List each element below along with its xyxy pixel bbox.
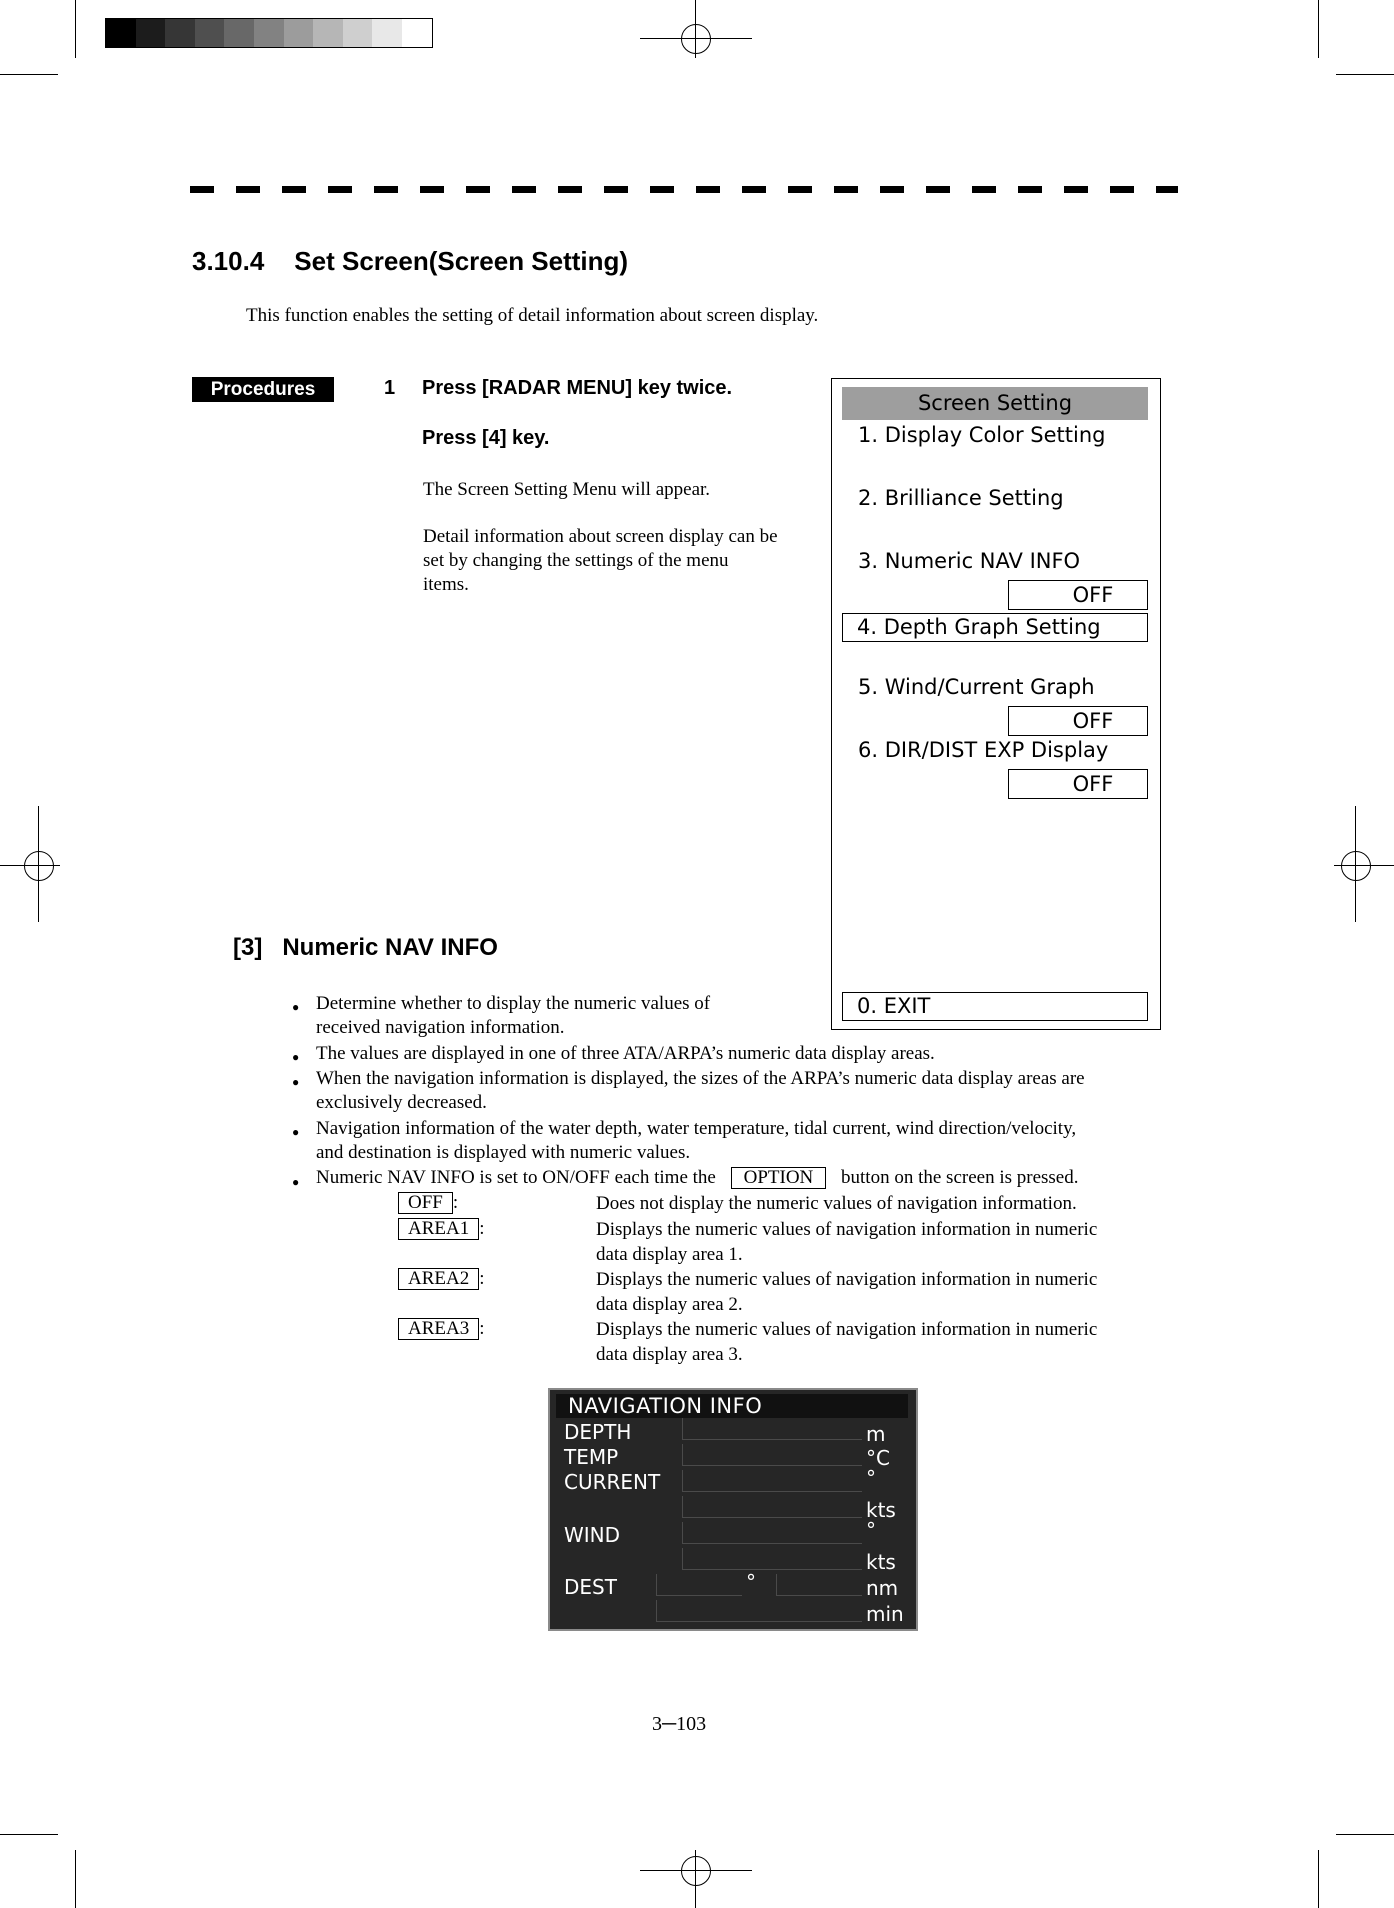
wind-current-graph-value[interactable]: OFF bbox=[1008, 706, 1148, 736]
menu-item-numeric-nav-info[interactable]: 3. Numeric NAV INFO bbox=[858, 549, 1081, 573]
option-area1-key: AREA1 : bbox=[398, 1218, 485, 1240]
dest-degree-icon: ° bbox=[746, 1570, 756, 1594]
bullet-1: Determine whether to display the numeric values of received navigation information. bbox=[316, 993, 711, 1038]
step-note-1: The Screen Setting Menu will appear. bbox=[423, 479, 711, 500]
dest-bearing-field bbox=[656, 1574, 742, 1596]
option-key-box: OPTION bbox=[731, 1167, 827, 1189]
bullet-dot: ● bbox=[292, 1050, 300, 1064]
bullet-4: Navigation information of the water depth, water temperature, tidal current, wind direction/velocity, and destination is displayed with numeric values. bbox=[316, 1118, 1077, 1163]
unit-current-direction: ° bbox=[866, 1466, 876, 1490]
option-area3-desc: Displays the numeric values of navigation information in numeric data display area 3. bbox=[596, 1319, 1098, 1365]
depth-value-field bbox=[682, 1418, 862, 1440]
step-number: 1 bbox=[384, 377, 396, 399]
section-intro: This function enables the setting of detail information about screen display. bbox=[246, 305, 819, 326]
unit-current-speed: kts bbox=[866, 1498, 896, 1522]
subsection-title: Numeric NAV INFO bbox=[282, 934, 498, 961]
bullet-dot: ● bbox=[292, 1075, 300, 1089]
bullet-dot: ● bbox=[292, 1125, 300, 1139]
bullet-2: The values are displayed in one of three ATA/ARPA’s numeric data display areas. bbox=[316, 1043, 935, 1064]
section-heading bbox=[192, 246, 628, 277]
unit-depth: m bbox=[866, 1422, 886, 1446]
nav-label-wind: WIND bbox=[564, 1523, 621, 1547]
navigation-info-panel bbox=[548, 1388, 918, 1631]
nav-label-current: CURRENT bbox=[564, 1470, 661, 1494]
option-off-key: OFF : bbox=[398, 1192, 458, 1214]
subsection-number: [3] bbox=[233, 934, 263, 961]
menu-item-wind-current-graph[interactable]: 5. Wind/Current Graph bbox=[858, 675, 1095, 699]
wind-direction-field bbox=[682, 1522, 862, 1544]
grayscale-calibration-bar bbox=[105, 18, 433, 48]
dest-distance-field bbox=[776, 1574, 862, 1596]
dashed-header-rule bbox=[190, 186, 1178, 193]
bullet-5: Numeric NAV INFO is set to ON/OFF each time the OPTION button on the screen is pressed. bbox=[316, 1167, 1079, 1188]
step-note-2: Detail information about screen display can be set by changing the settings of the menu items. bbox=[423, 526, 778, 595]
screen-setting-menu bbox=[831, 378, 1161, 1030]
menu-exit-button[interactable]: 0. EXIT bbox=[842, 992, 1148, 1021]
option-off-desc: Does not display the numeric values of navigation information. bbox=[596, 1193, 1077, 1214]
nav-label-dest: DEST bbox=[564, 1575, 617, 1599]
wind-speed-field bbox=[682, 1548, 862, 1570]
section-number: 3.10.4 bbox=[192, 246, 265, 276]
option-area2-desc: Displays the numeric values of navigation information in numeric data display area 2. bbox=[596, 1269, 1098, 1315]
numeric-nav-info-value[interactable]: OFF bbox=[1008, 580, 1148, 610]
dest-time-field bbox=[656, 1600, 862, 1622]
unit-temp: °C bbox=[866, 1446, 890, 1470]
unit-dest-distance: nm bbox=[866, 1576, 899, 1600]
nav-label-temp: TEMP bbox=[564, 1445, 619, 1469]
nav-label-depth: DEPTH bbox=[564, 1420, 632, 1444]
current-speed-field bbox=[682, 1496, 862, 1518]
temp-value-field bbox=[682, 1444, 862, 1466]
procedures-badge: Procedures bbox=[192, 377, 334, 402]
menu-item-depth-graph-setting[interactable]: 4. Depth Graph Setting bbox=[842, 613, 1148, 642]
step-instruction-1: Press [RADAR MENU] key twice. bbox=[422, 377, 733, 399]
menu-item-dir-dist-exp-display[interactable]: 6. DIR/DIST EXP Display bbox=[858, 738, 1109, 762]
bullet-dot: ● bbox=[292, 1175, 300, 1189]
unit-dest-time: min bbox=[866, 1602, 904, 1626]
menu-item-brilliance-setting[interactable]: 2. Brilliance Setting bbox=[858, 486, 1064, 510]
current-direction-field bbox=[682, 1470, 862, 1492]
section-title: Set Screen(Screen Setting) bbox=[294, 246, 629, 276]
unit-wind-direction: ° bbox=[866, 1518, 876, 1542]
bullet-3: When the navigation information is displayed, the sizes of the ARPA’s numeric data display areas are exclusively decreased. bbox=[316, 1068, 1085, 1113]
dir-dist-exp-display-value[interactable]: OFF bbox=[1008, 769, 1148, 799]
menu-title: Screen Setting bbox=[842, 387, 1148, 420]
option-area3-key: AREA3 : bbox=[398, 1318, 485, 1340]
subsection-heading bbox=[233, 934, 498, 962]
unit-wind-speed: kts bbox=[866, 1550, 896, 1574]
option-area2-key: AREA2 : bbox=[398, 1268, 485, 1290]
menu-item-display-color-setting[interactable]: 1. Display Color Setting bbox=[858, 423, 1106, 447]
step-instruction-2: Press [4] key. bbox=[422, 427, 550, 449]
nav-info-title: NAVIGATION INFO bbox=[556, 1394, 908, 1418]
bullet-dot: ● bbox=[292, 1000, 300, 1014]
option-area1-desc: Displays the numeric values of navigation information in numeric data display area 1. bbox=[596, 1219, 1098, 1265]
page-number: 3─103 bbox=[652, 1713, 707, 1735]
